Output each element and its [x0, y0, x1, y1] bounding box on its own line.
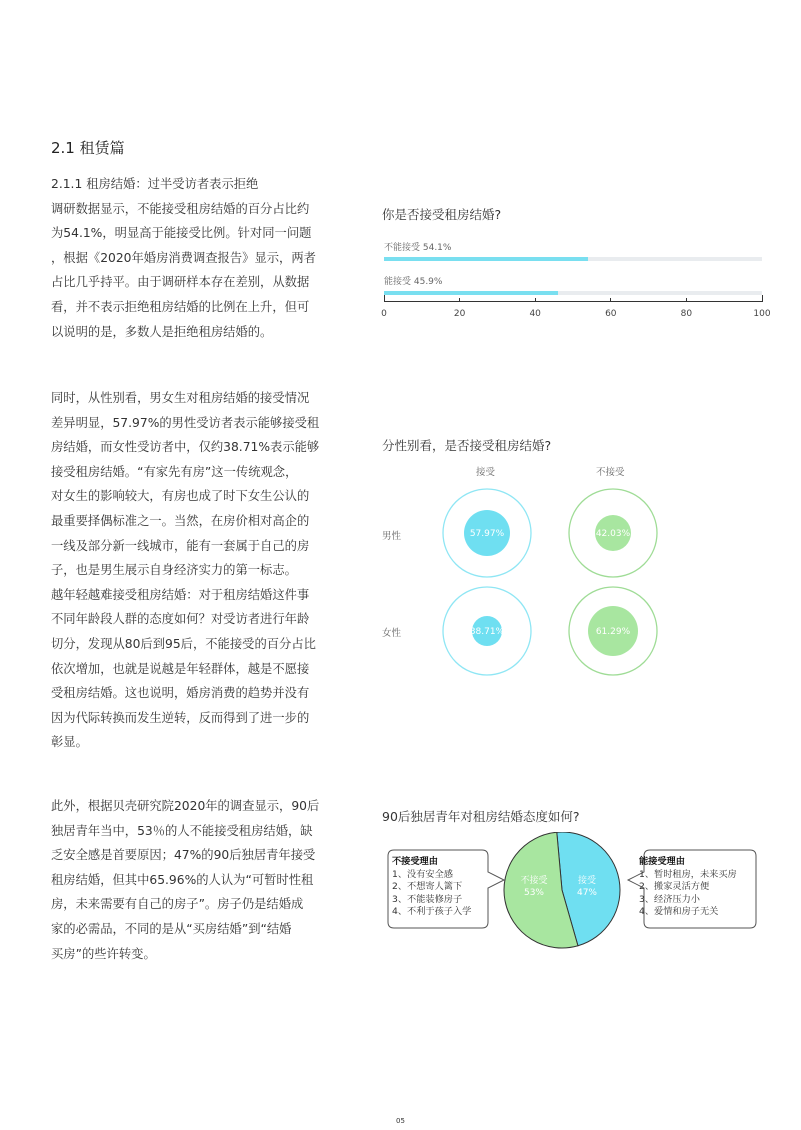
para-line: 差异明显，57.97%的男性受访者表示能够接受租 [51, 415, 320, 430]
reason-item: 2、搬家灵活方便 [639, 881, 710, 892]
section-heading: 2.1 租赁篇 [51, 139, 125, 157]
para-line: 房，未来需要有自己的房子”。房子仍是结婚成 [51, 897, 304, 912]
paragraph-rent-acceptance [51, 172, 341, 344]
callout-reject-reasons [392, 856, 471, 919]
value-male-reject: 42.03% [595, 529, 631, 539]
para-line: 买房”的些许转变。 [51, 946, 156, 961]
slice-label-reject: 不接受 [520, 876, 548, 886]
col-label-reject: 不接受 [596, 467, 625, 478]
pie-slices [504, 832, 620, 948]
x-tick-mark [384, 295, 385, 302]
para-line: 调研数据显示，不能接受租房结婚的百分占比约 [51, 201, 310, 216]
para-line: 不同年龄段人群的态度如何？对受访者进行年龄 [51, 612, 310, 627]
para-line: 以说明的是，多数人是拒绝租房结婚的。 [51, 324, 273, 339]
bar-label-reject: 不能接受 54.1% [384, 243, 452, 253]
x-tick-label: 80 [680, 309, 693, 319]
paragraph-gender-age [51, 386, 341, 755]
x-tick-label: 20 [453, 309, 466, 319]
x-tick-mark [686, 298, 687, 302]
para-line: 受租房结婚。这也说明，婚房消费的趋势并没有 [51, 686, 310, 701]
paragraph-post90 [51, 794, 341, 966]
value-female-accept: 38.71% [469, 627, 505, 637]
value-male-accept: 57.97% [469, 529, 505, 539]
para-line: 此外，根据贝壳研究院2020年的调查显示，90后 [51, 799, 320, 813]
para-line: 一线及部分新一线城市，能有一套属于自己的房 [51, 538, 310, 553]
bar-fill-accept [384, 291, 558, 295]
x-tick-label: 100 [753, 309, 771, 319]
reason-item: 1、没有安全感 [392, 868, 453, 880]
bubble-grid-svg [420, 478, 660, 678]
para-line: 独居青年当中，53％的人不能接受租房结婚，缺 [51, 823, 313, 838]
para-line: 为54.1%，明显高于能接受比例。针对同一问题 [51, 226, 312, 241]
reason-item: 4、不利于孩子入学 [392, 906, 472, 917]
x-tick-mark [535, 298, 536, 302]
x-tick-mark [459, 298, 460, 302]
slice-value-reject: 53% [523, 888, 545, 898]
reason-item: 3、经济压力小 [639, 893, 700, 905]
bar-chart-accept [380, 200, 780, 330]
reason-item: 3、不能装修房子 [392, 893, 463, 905]
x-tick-label: 0 [381, 309, 387, 319]
para-line: 接受租房结婚。“有家先有房”这一传统观念， [51, 464, 298, 479]
chart-title-gender: 分性别看，是否接受租房结婚? [382, 438, 552, 453]
para-line: 占比几乎持平。由于调研样本存在差别，从数据 [51, 275, 310, 290]
para-line: 对女生的影响较大，有房也成了时下女生公认的 [51, 489, 310, 504]
para-line: 切分，发现从80后到95后，不能接受的百分占比 [51, 636, 316, 651]
para-line: 2.1.1 租房结婚：过半受访者表示拒绝 [51, 177, 259, 191]
col-label-accept: 接受 [476, 467, 496, 478]
para-line: ，根据《2020年婚房消费调查报告》显示，两者 [51, 250, 316, 265]
para-line: 乏安全感是首要原因；47%的90后独居青年接受 [51, 848, 316, 863]
slice-label-accept: 接受 [577, 876, 597, 886]
para-line: 因为代际转换而发生逆转，反而得到了进一步的 [51, 710, 310, 725]
page-number: 05 [396, 1117, 405, 1125]
callout-accept-reasons [639, 856, 737, 919]
slice-value-accept: 47% [576, 888, 598, 898]
chart-title: 你是否接受租房结婚? [382, 207, 502, 222]
para-line: 家的必需品，不同的是从“买房结婚”到“结婚 [51, 921, 292, 936]
x-tick-label: 40 [529, 309, 541, 319]
x-tick-mark [610, 298, 611, 302]
para-line: 看，并不表示拒绝租房结婚的比例在上升，但可 [51, 299, 310, 314]
para-line: 最重要择偶标准之一。当然，在房价相对高企的 [51, 513, 310, 528]
reason-item: 4、爱情和房子无关 [639, 906, 719, 917]
row-label-male: 男性 [382, 531, 402, 542]
chart-title-post90: 90后独居青年对租房结婚态度如何? [382, 809, 580, 824]
x-tick-mark [762, 295, 763, 302]
para-line: 房结婚，而女性受访者中，仅约38.71%表示能够 [51, 440, 320, 455]
bar-fill-reject [384, 257, 588, 261]
para-line: 子，也是男生展示自身经济实力的第一标志。 [51, 563, 297, 578]
row-label-female: 女性 [382, 628, 402, 639]
para-line: 越年轻越难接受租房结婚：对于租房结婚这件事 [51, 587, 310, 602]
para-line: 租房结婚，但其中65.96%的人认为“可暂时性租 [51, 872, 314, 887]
value-female-reject: 61.29% [595, 627, 631, 637]
x-tick-label: 60 [605, 309, 617, 319]
para-line: 同时，从性别看，男女生对租房结婚的接受情况 [51, 391, 310, 405]
callout-accept-title: 能接受理由 [639, 856, 685, 867]
para-line: 彰显。 [51, 735, 88, 750]
para-line: 依次增加，也就是说越是年轻群体，越是不愿接 [51, 661, 310, 676]
callout-reject-title: 不接受理由 [392, 856, 438, 867]
reason-item: 1、暂时租房，未来买房 [639, 868, 737, 880]
reason-item: 2、不想寄人篱下 [392, 881, 463, 892]
bar-label-accept: 能接受 45.9% [384, 277, 443, 287]
x-axis [384, 301, 762, 302]
